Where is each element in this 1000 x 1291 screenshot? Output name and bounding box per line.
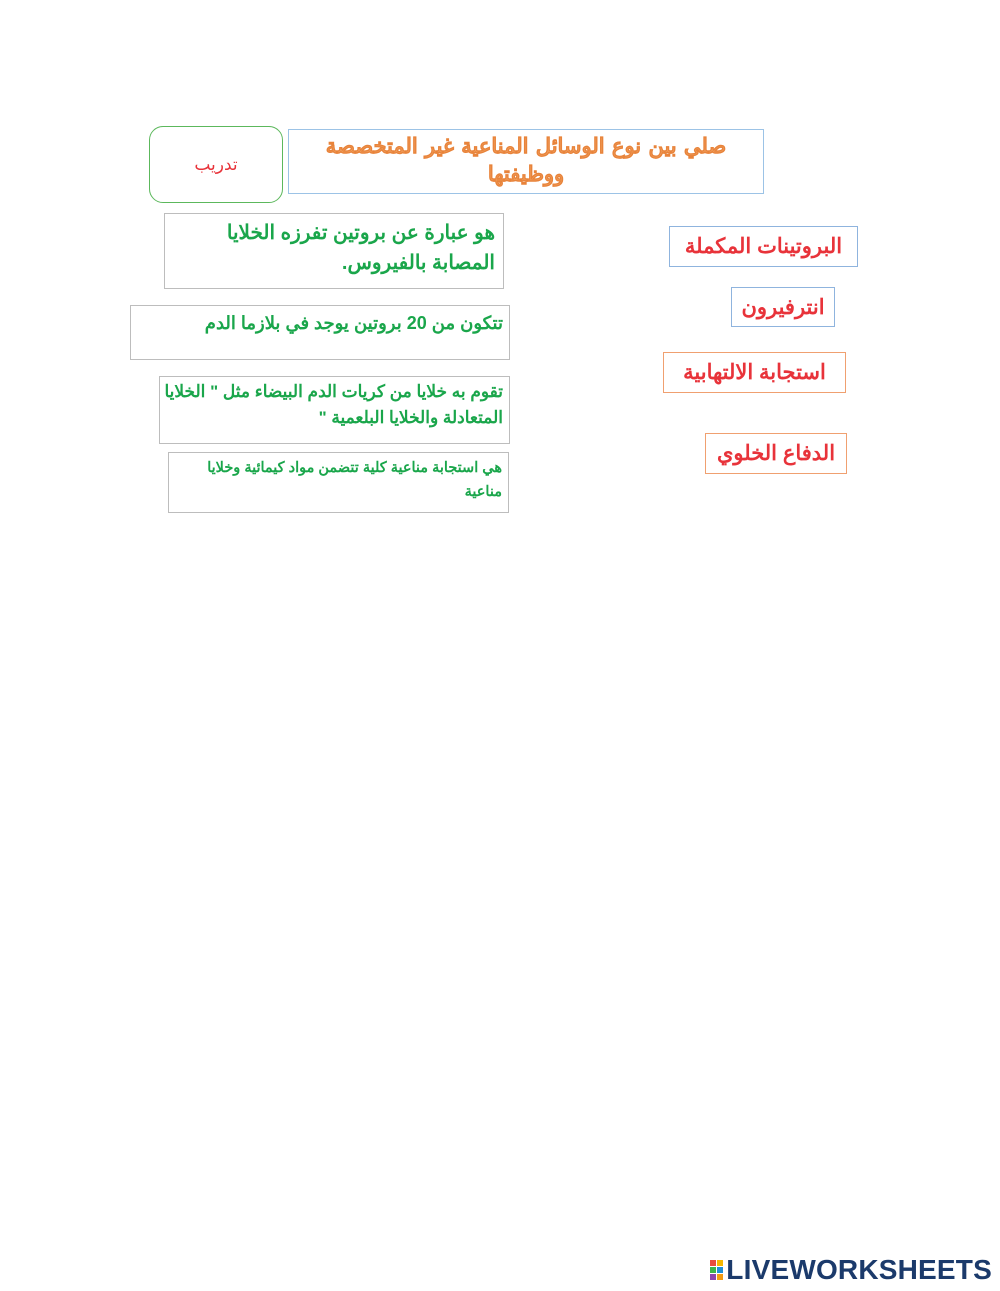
- definition-box-1[interactable]: [164, 213, 504, 289]
- definition-box-4[interactable]: [168, 452, 509, 513]
- liveworksheets-logo-icon: [710, 1260, 723, 1280]
- term-box-cellular-defense[interactable]: [705, 433, 847, 474]
- worksheet-title-box: [288, 129, 764, 194]
- definition-box-3[interactable]: [159, 376, 510, 444]
- term-box-inflammatory-response[interactable]: [663, 352, 846, 393]
- exercise-label-box: [149, 126, 283, 203]
- term-text: البروتينات المكملة: [684, 235, 843, 258]
- definition-text: تتكون من 20 بروتين يوجد في بلازما الدم: [204, 313, 503, 333]
- definition-text: هو عبارة عن بروتين تفرزه الخلايا المصابة بالفيروس.: [226, 222, 495, 274]
- term-text: الدفاع الخلوي: [716, 442, 836, 465]
- term-box-complement-proteins[interactable]: [669, 226, 858, 267]
- definition-text: تقوم به خلايا من كريات الدم البيضاء مثل " الخلايا المتعادلة والخلايا البلعمية ": [164, 382, 503, 427]
- brand-name: LIVEWORKSHEETS: [726, 1254, 992, 1285]
- worksheet-title: صلي بين نوع الوسائل المناعية غير المتخصصة ووظيفتها: [325, 133, 727, 186]
- term-text: استجابة الالتهابية: [683, 361, 826, 384]
- definition-box-2[interactable]: [130, 305, 510, 360]
- exercise-label: تدريب: [194, 154, 238, 175]
- term-text: انترفيرون: [741, 295, 825, 319]
- liveworksheets-brand: [710, 1252, 992, 1288]
- definition-text: هي استجابة مناعية كلية تتضمن مواد كيمائية وخلايا مناعية: [207, 460, 502, 500]
- term-box-interferon[interactable]: [731, 287, 835, 327]
